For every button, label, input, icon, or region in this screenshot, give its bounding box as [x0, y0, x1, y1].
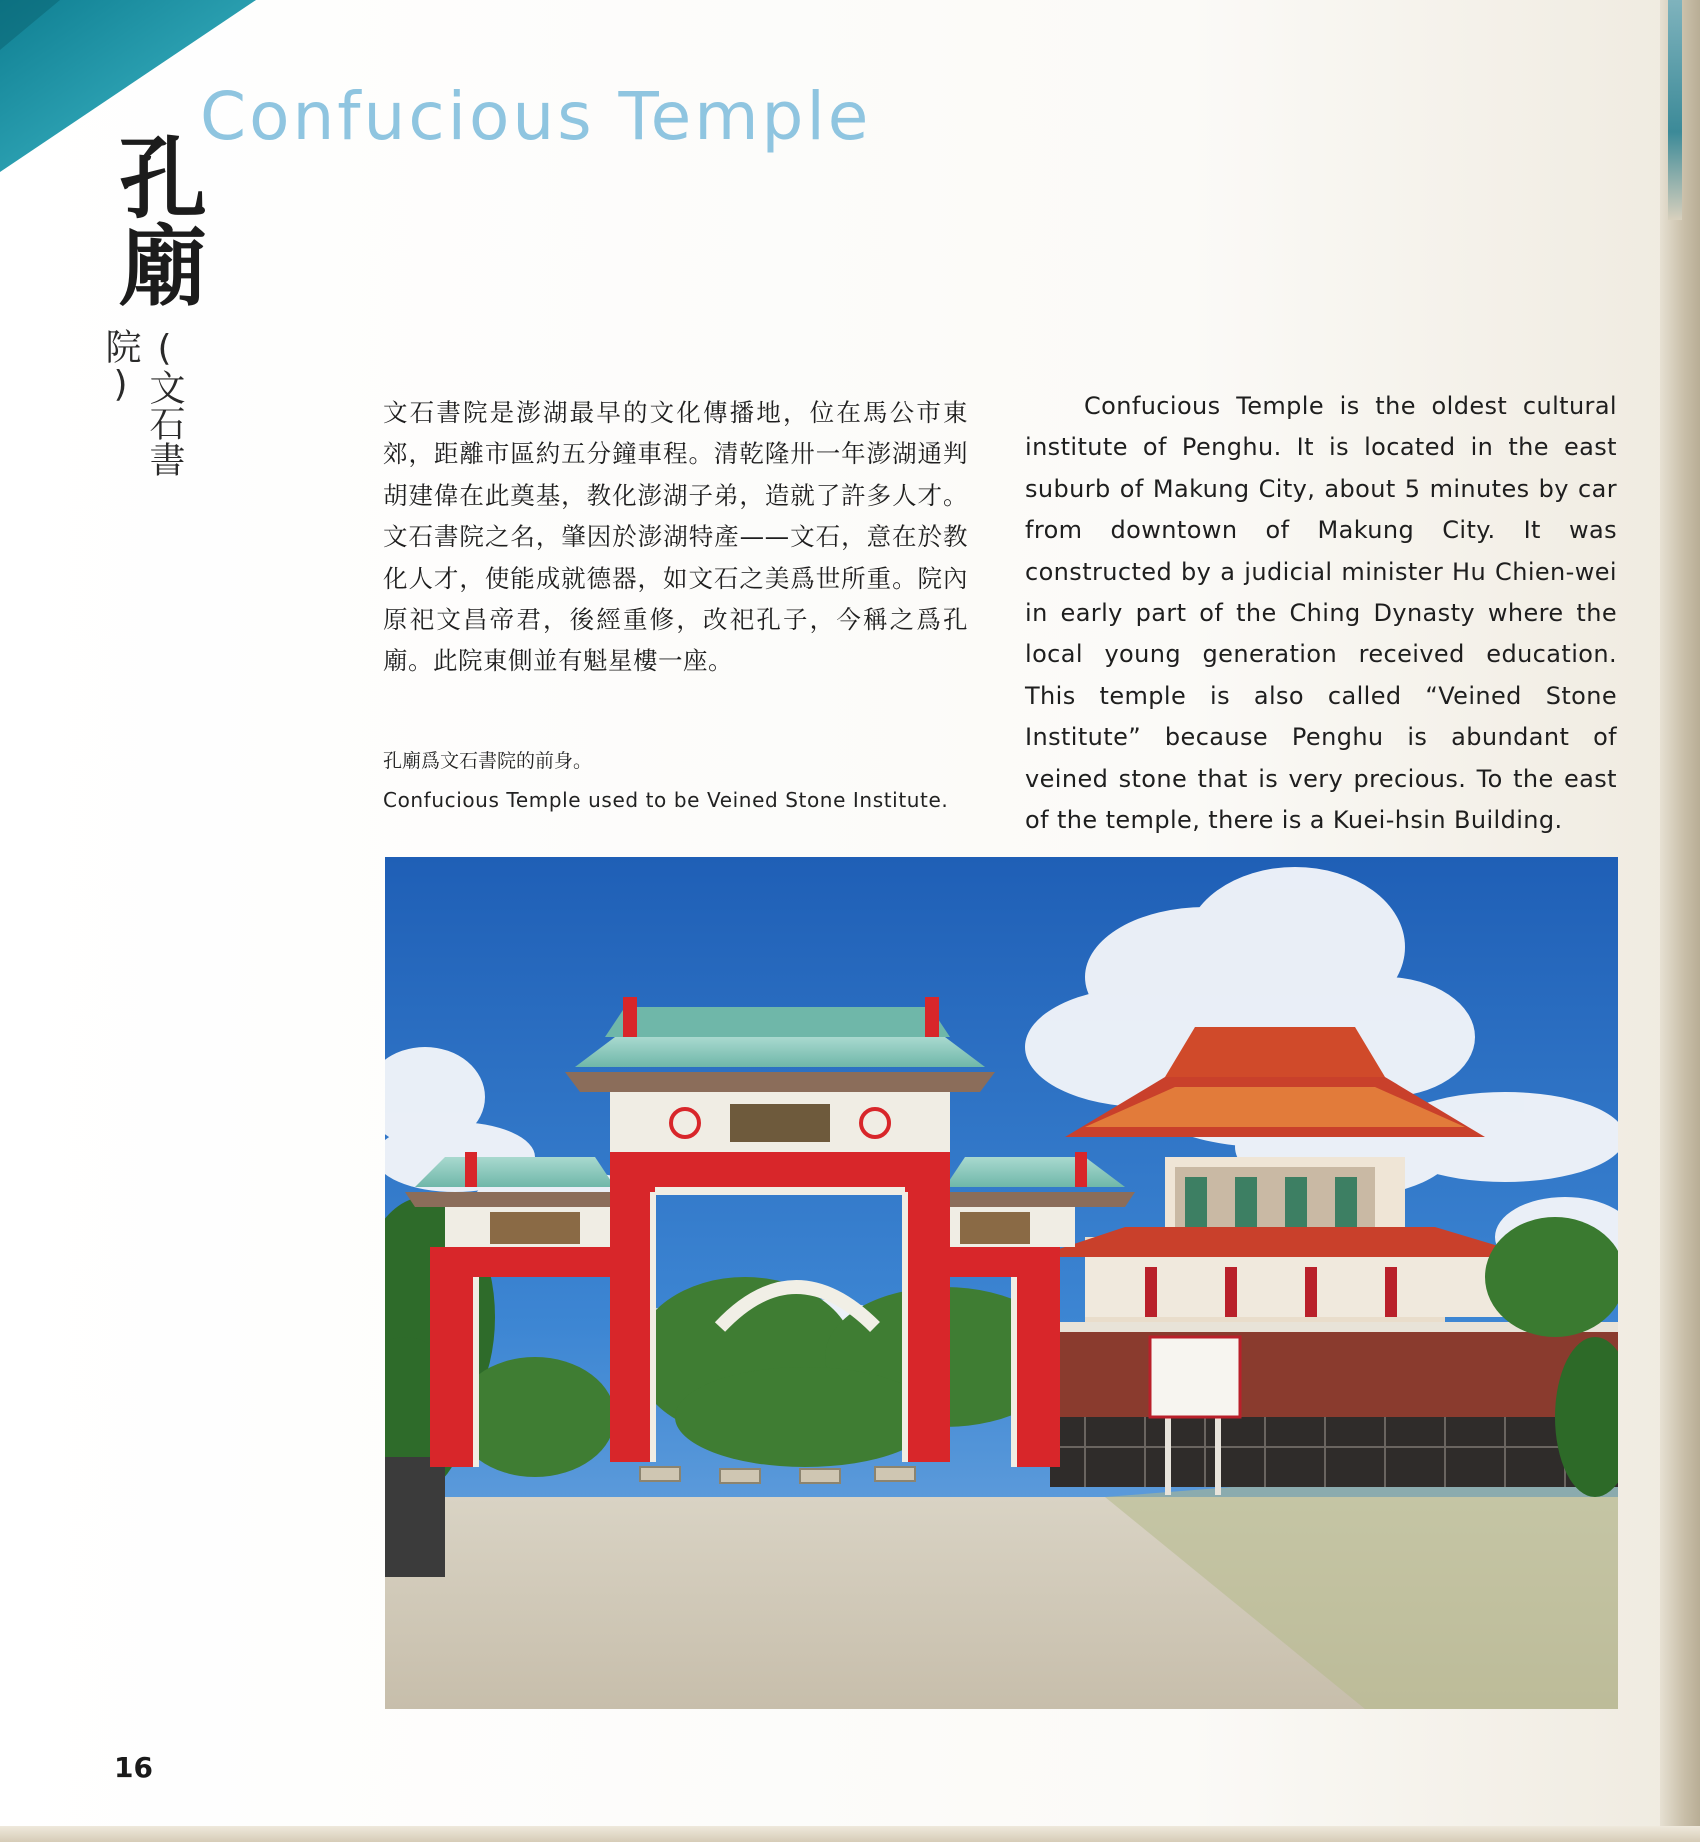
english-column [1025, 386, 1617, 841]
english-title: Confucious Temple [200, 78, 872, 155]
temple-photo [385, 857, 1618, 1709]
english-paragraph: Confucious Temple is the oldest cultural institute of Penghu. It is located in the east suburb of Makung City, about 5 minutes by car from downtown of Makung City. It was constructed by a judicial minister Hu Chien-wei in early part of the Ching Dynasty where the local young generation received education. This temple is also called “Veined Stone Institute” because Penghu is abundant of veined stone that is very precious. To the east of the temple, there is a Kuei-hsin Building. [1025, 392, 1617, 835]
chinese-paragraph: 文石書院是澎湖最早的文化傳播地，位在馬公市東郊，距離市區約五分鐘車程。清乾隆卅一年澎湖通判胡建偉在此奠基，教化澎湖子弟，造就了許多人才。文石書院之名，肇因於澎湖特產——文石，意在於教化人才，使能成就德器，如文石之美爲世所重。院內原祀文昌帝君，後經重修，改祀孔子，今稱之爲孔廟。此院東側並有魁星樓一座。 [383, 398, 968, 676]
page-edge [1660, 0, 1700, 1842]
chinese-title: 孔廟 [105, 132, 209, 308]
english-caption: Confucious Temple used to be Veined Stone Institute. [383, 788, 949, 812]
page-number: 16 [114, 1751, 153, 1784]
chinese-caption: 孔廟爲文石書院的前身。 [383, 750, 593, 772]
page-bottom-edge [0, 1826, 1700, 1842]
next-page-photo-edge [1668, 0, 1682, 220]
chinese-subtitle: (文石書院) [100, 328, 185, 477]
